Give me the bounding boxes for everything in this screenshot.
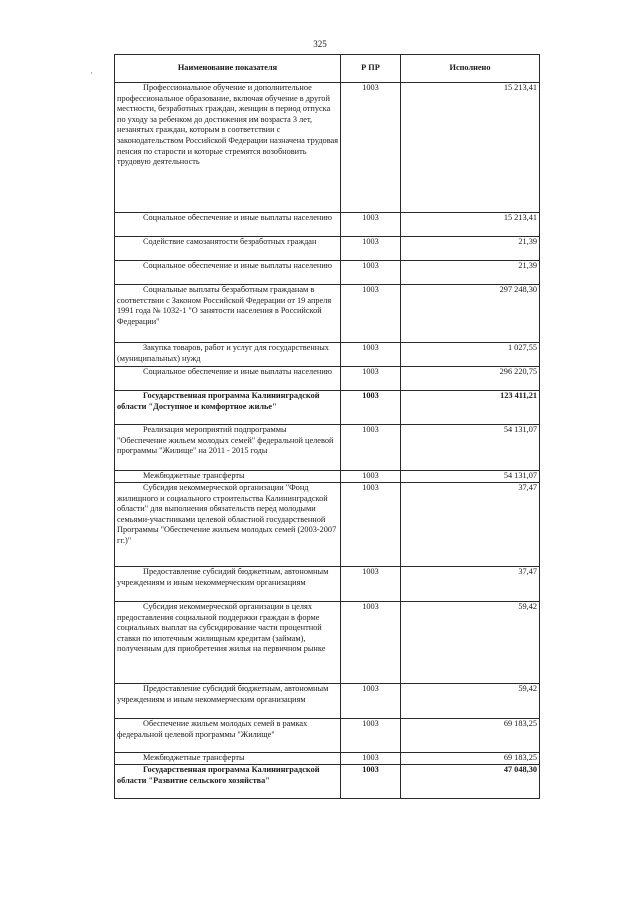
row-value: 297 248,30 — [401, 285, 540, 343]
row-name: Социальное обеспечение и иные выплаты населению — [115, 261, 341, 285]
row-code: 1003 — [341, 719, 401, 753]
scan-mark: · — [90, 68, 93, 78]
row-value: 59,42 — [401, 602, 540, 684]
row-value: 15 213,41 — [401, 83, 540, 213]
row-code: 1003 — [341, 753, 401, 765]
table-body — [115, 83, 540, 799]
row-code: 1003 — [341, 483, 401, 567]
row-value: 123 411,21 — [401, 391, 540, 425]
table-row — [115, 684, 540, 719]
row-name: Реализация мероприятий подпрограммы "Обеспечение жильем молодых семей" федеральной целевой программы "Жилище" на 2011 - 2015 годы — [115, 425, 341, 471]
row-code: 1003 — [341, 213, 401, 237]
row-name: Социальное обеспечение и иные выплаты населению — [115, 367, 341, 391]
row-value: 21,39 — [401, 237, 540, 261]
page-number: 325 — [313, 39, 327, 49]
row-code: 1003 — [341, 285, 401, 343]
row-value: 21,39 — [401, 261, 540, 285]
table-row — [115, 367, 540, 391]
row-value: 69 183,25 — [401, 719, 540, 753]
row-name: Социальные выплаты безработным гражданам в соответствии с Законом Российской Федерации от 19 апреля 1991 года № 1032-1 "О занятости населения в Российской Федерации" — [115, 285, 341, 343]
row-name: Субсидия некоммерческой организации в целях предоставления социальной поддержки граждан в форме социальных выплат на субсидирование части процентной ставки по ипотечным жилищным кредитам (займам), полученным для приобретения жилья на первичном рынке — [115, 602, 341, 684]
row-name: Предоставление субсидий бюджетным, автономным учреждениям и иным некоммерческим организациям — [115, 567, 341, 602]
table-row — [115, 425, 540, 471]
row-name: Закупка товаров, работ и услуг для государственных (муниципальных) нужд — [115, 343, 341, 367]
row-code: 1003 — [341, 343, 401, 367]
table-row — [115, 83, 540, 213]
row-name: Государственная программа Калининградской области "Развитие сельского хозяйства" — [115, 765, 341, 799]
row-value: 47 048,30 — [401, 765, 540, 799]
row-value: 59,42 — [401, 684, 540, 719]
row-code: 1003 — [341, 391, 401, 425]
table-row — [115, 753, 540, 765]
row-name: Государственная программа Калининградской области "Доступное и комфортное жилье" — [115, 391, 341, 425]
table-row — [115, 237, 540, 261]
row-value: 69 183,25 — [401, 753, 540, 765]
table-row — [115, 602, 540, 684]
row-code: 1003 — [341, 602, 401, 684]
row-name: Обеспечение жильем молодых семей в рамках федеральной целевой программы "Жилище" — [115, 719, 341, 753]
header-indicator-name: Наименование показателя — [115, 55, 341, 83]
table-row — [115, 471, 540, 483]
row-value: 37,47 — [401, 483, 540, 567]
row-name: Содействие самозанятости безработных граждан — [115, 237, 341, 261]
row-value: 37,47 — [401, 567, 540, 602]
row-name: Субсидия некоммерческой организации "Фонд жилищного и социального строительства Калининградской области" для выполнения обязательств перед молодыми семьями-участниками целевой областной государственной Программы "Обеспечение жильем молодых семей (2003-2007 гг.)" — [115, 483, 341, 567]
row-code: 1003 — [341, 367, 401, 391]
row-code: 1003 — [341, 261, 401, 285]
table-row — [115, 391, 540, 425]
row-code: 1003 — [341, 765, 401, 799]
row-name: Социальное обеспечение и иные выплаты населению — [115, 213, 341, 237]
row-code: 1003 — [341, 425, 401, 471]
table-row — [115, 261, 540, 285]
row-name: Межбюджетные трансферты — [115, 471, 341, 483]
row-name: Профессиональное обучение и дополнительное профессиональное образование, включая обучение в другой местности, безработных граждан, женщин в период отпуска по уходу за ребенком до достижения им возраста 3 лет, незанятых граждан, которым в соответствии с законодательством Российской Федерации назначена трудовая пенсия по старости и которые стремятся возобновить трудовую деятельность — [115, 83, 341, 213]
table-row — [115, 719, 540, 753]
header-section-code: Р ПР — [341, 55, 401, 83]
table-row — [115, 567, 540, 602]
row-code: 1003 — [341, 684, 401, 719]
row-value: 54 131,07 — [401, 425, 540, 471]
table-row — [115, 343, 540, 367]
header-executed: Исполнено — [401, 55, 540, 83]
row-name: Предоставление субсидий бюджетным, автономным учреждениям и иным некоммерческим организациям — [115, 684, 341, 719]
row-code: 1003 — [341, 471, 401, 483]
row-name: Межбюджетные трансферты — [115, 753, 341, 765]
row-value: 296 220,75 — [401, 367, 540, 391]
row-code: 1003 — [341, 83, 401, 213]
table-row — [115, 213, 540, 237]
row-value: 54 131,07 — [401, 471, 540, 483]
row-value: 15 213,41 — [401, 213, 540, 237]
row-code: 1003 — [341, 237, 401, 261]
row-code: 1003 — [341, 567, 401, 602]
row-value: 1 027,55 — [401, 343, 540, 367]
table-row — [115, 765, 540, 799]
report-table — [114, 54, 540, 799]
table-row — [115, 483, 540, 567]
header-row — [115, 55, 540, 83]
table-row — [115, 285, 540, 343]
